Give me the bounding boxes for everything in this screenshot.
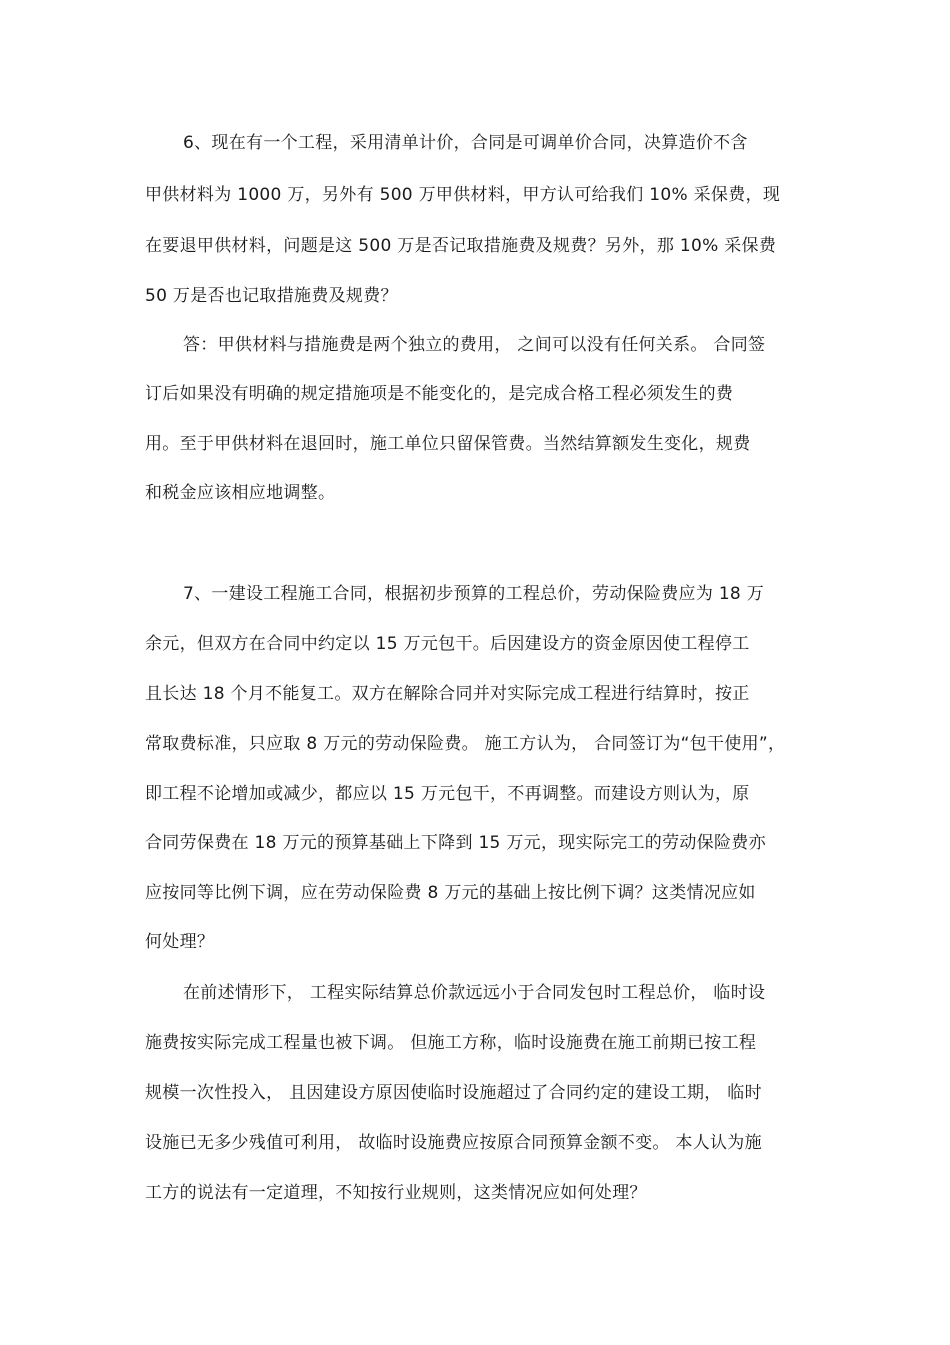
q7-question-line-5: 即工程不论增加或减少，都应以 15 万元包干，不再调整。而建设方则认为，原 [145,784,750,804]
q6-answer-line-4: 和税金应该相应地调整。 [145,483,336,503]
q7-question-line-8: 何处理？ [145,932,215,952]
q6-question-line-1: 6、现在有一个工程，采用清单计价，合同是可调单价合同，决算造价不含 [183,133,748,153]
q7-followup-line-2: 施费按实际完成工程量也被下调。 但施工方称，临时设施费在施工前期已按工程 [145,1033,757,1053]
q7-question-line-3: 且长达 18 个月不能复工。双方在解除合同并对实际完成工程进行结算时，按正 [145,684,750,704]
q6-answer-line-1: 答：甲供材料与措施费是两个独立的费用， 之间可以没有任何关系。 合同签 [183,335,766,355]
q7-question-line-7: 应按同等比例下调，应在劳动保险费 8 万元的基础上按比例下调？这类情况应如 [145,883,756,903]
q7-followup-line-1: 在前述情形下， 工程实际结算总价款远远小于合同发包时工程总价， 临时设 [183,983,766,1003]
q7-followup-line-3: 规模一次性投入， 且因建设方原因使临时设施超过了合同约定的建设工期， 临时 [145,1083,762,1103]
q6-question-line-4: 50 万是否也记取措施费及规费？ [145,286,398,306]
q6-answer-line-3: 用。至于甲供材料在退回时，施工单位只留保管费。当然结算额发生变化，规费 [145,434,751,454]
q7-question-line-4: 常取费标准，只应取 8 万元的劳动保险费。 施工方认为， 合同签订为“包干使用”， [145,734,786,754]
q6-question-line-2: 甲供材料为 1000 万，另外有 500 万甲供材料，甲方认可给我们 10% 采保费，现 [145,185,781,205]
q7-question-line-1: 7、一建设工程施工合同，根据初步预算的工程总价，劳动保险费应为 18 万 [183,584,765,604]
q7-question-line-2: 余元，但双方在合同中约定以 15 万元包干。后因建设方的资金原因使工程停工 [145,634,750,654]
q6-answer-line-2: 订后如果没有明确的规定措施项是不能变化的，是完成合格工程必须发生的费 [145,384,734,404]
q7-followup-line-4: 设施已无多少残值可利用， 故临时设施费应按原合同预算金额不变。 本人认为施 [145,1133,762,1153]
q6-question-line-3: 在要退甲供材料，问题是这 500 万是否记取措施费及规费？另外，那 10% 采保费 [145,236,777,256]
q7-followup-line-5: 工方的说法有一定道理，不知按行业规则，这类情况应如何处理？ [145,1183,647,1203]
q7-question-line-6: 合同劳保费在 18 万元的预算基础上下降到 15 万元，现实际完工的劳动保险费亦 [145,833,766,853]
